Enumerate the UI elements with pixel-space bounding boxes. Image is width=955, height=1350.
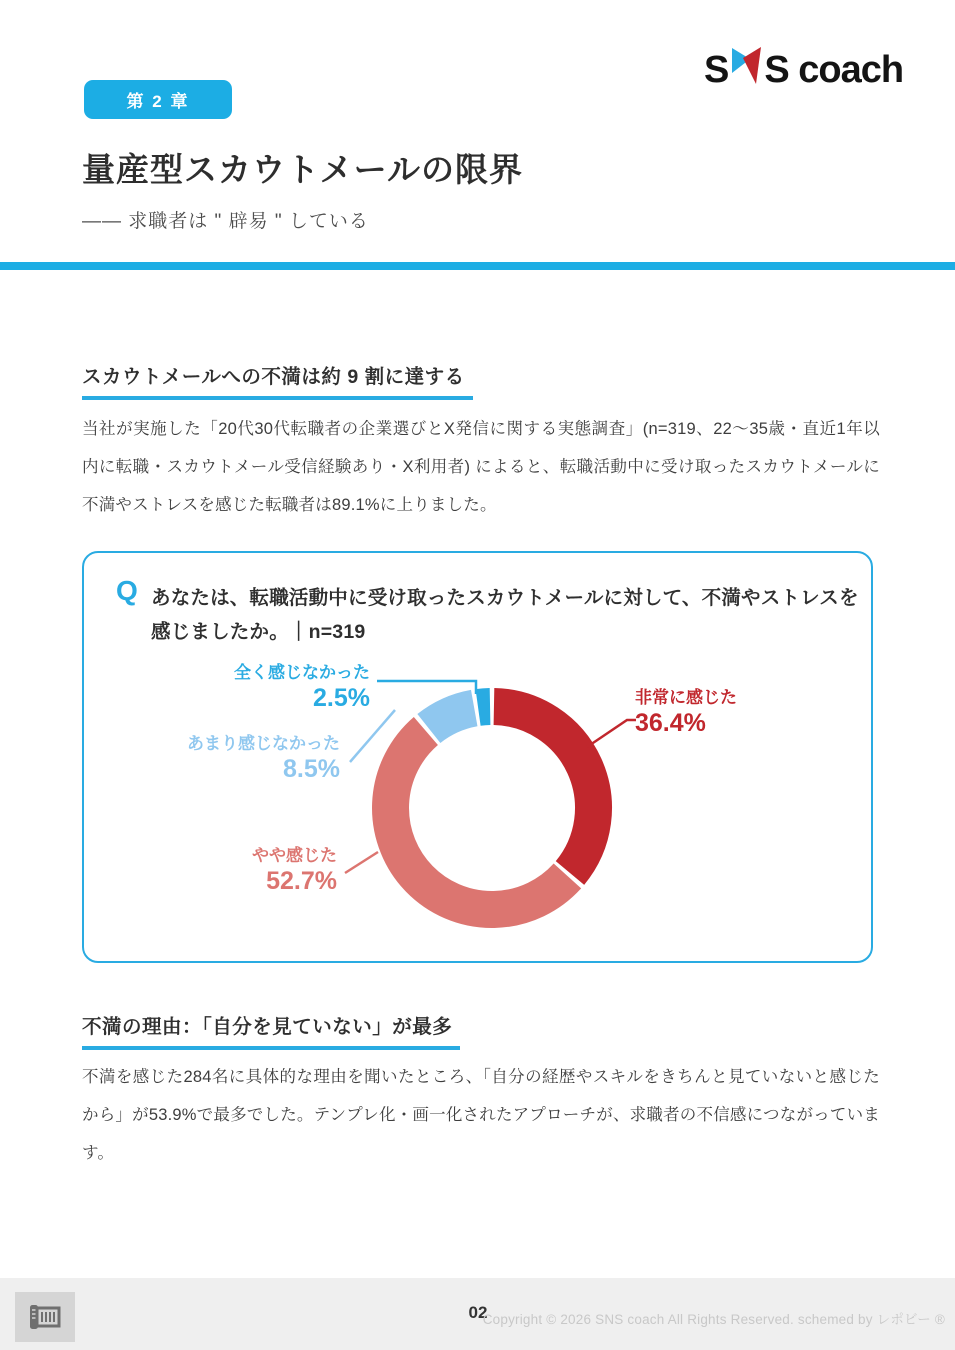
- section-body-reason: 不満を感じた284名に具体的な理由を聞いたところ、「自分の経歴やスキルをきちんと見ていないと感じたから」が53.9%で最多でした。テンプレ化・画一化されたアプローチが、求職者の不信感につながっています。: [82, 1068, 880, 1162]
- section-heading-reason: 不満の理由：「自分を見ていない」が最多: [82, 1011, 460, 1050]
- scroll-icon: [15, 1292, 75, 1342]
- sns-coach-logo: [704, 44, 903, 96]
- question-q-label: Q: [116, 575, 138, 606]
- divider: [0, 262, 955, 270]
- question-line-2: 感じましたか。｜n=319: [151, 621, 366, 643]
- page-title: 量産型スカウトメールの限界: [82, 151, 524, 188]
- page-subtitle: —— 求職者は " 辟易 " している: [82, 211, 369, 232]
- stylized-n-icon: [729, 44, 763, 96]
- logo-text-s: S: [704, 48, 729, 91]
- copyright-text: Copyright © 2026 SNS coach All Rights Reserved. schemed by レポビー ®: [482, 1312, 945, 1327]
- logo-text-coach: S coach: [764, 48, 904, 91]
- chapter-badge: 第 2 章: [84, 80, 232, 119]
- leader-line-some: [345, 852, 378, 873]
- section-heading-dissatisfaction: スカウトメールへの不満は約 9 割に達する: [82, 361, 473, 400]
- donut-slices: [391, 707, 594, 910]
- chart-label-little: あまり感じなかった 8.5%: [187, 734, 340, 783]
- survey-question-box: [82, 551, 873, 963]
- chart-label-very: 非常に感じた 36.4%: [635, 688, 737, 737]
- leader-line-very: [587, 720, 636, 747]
- question-line-1: あなたは、転職活動中に受け取ったスカウトメールに対して、不満やストレスを: [151, 587, 859, 609]
- page-number: 02: [468, 1303, 488, 1322]
- section-body-dissatisfaction: 当社が実施した「20代30代転職者の企業選びとX発信に関する実態調査」(n=319、22〜35歳・直近1年以内に転職・スカウトメール受信経験あり・X利用者) によると、転職活動中に受け取ったスカウトメールに不満やストレスを感じた転職者は89.1%に上りました。: [82, 420, 880, 514]
- footer: [0, 1278, 955, 1350]
- chart-label-some: やや感じた 52.7%: [252, 846, 337, 895]
- chart-label-none: 全く感じなかった 2.5%: [234, 663, 370, 712]
